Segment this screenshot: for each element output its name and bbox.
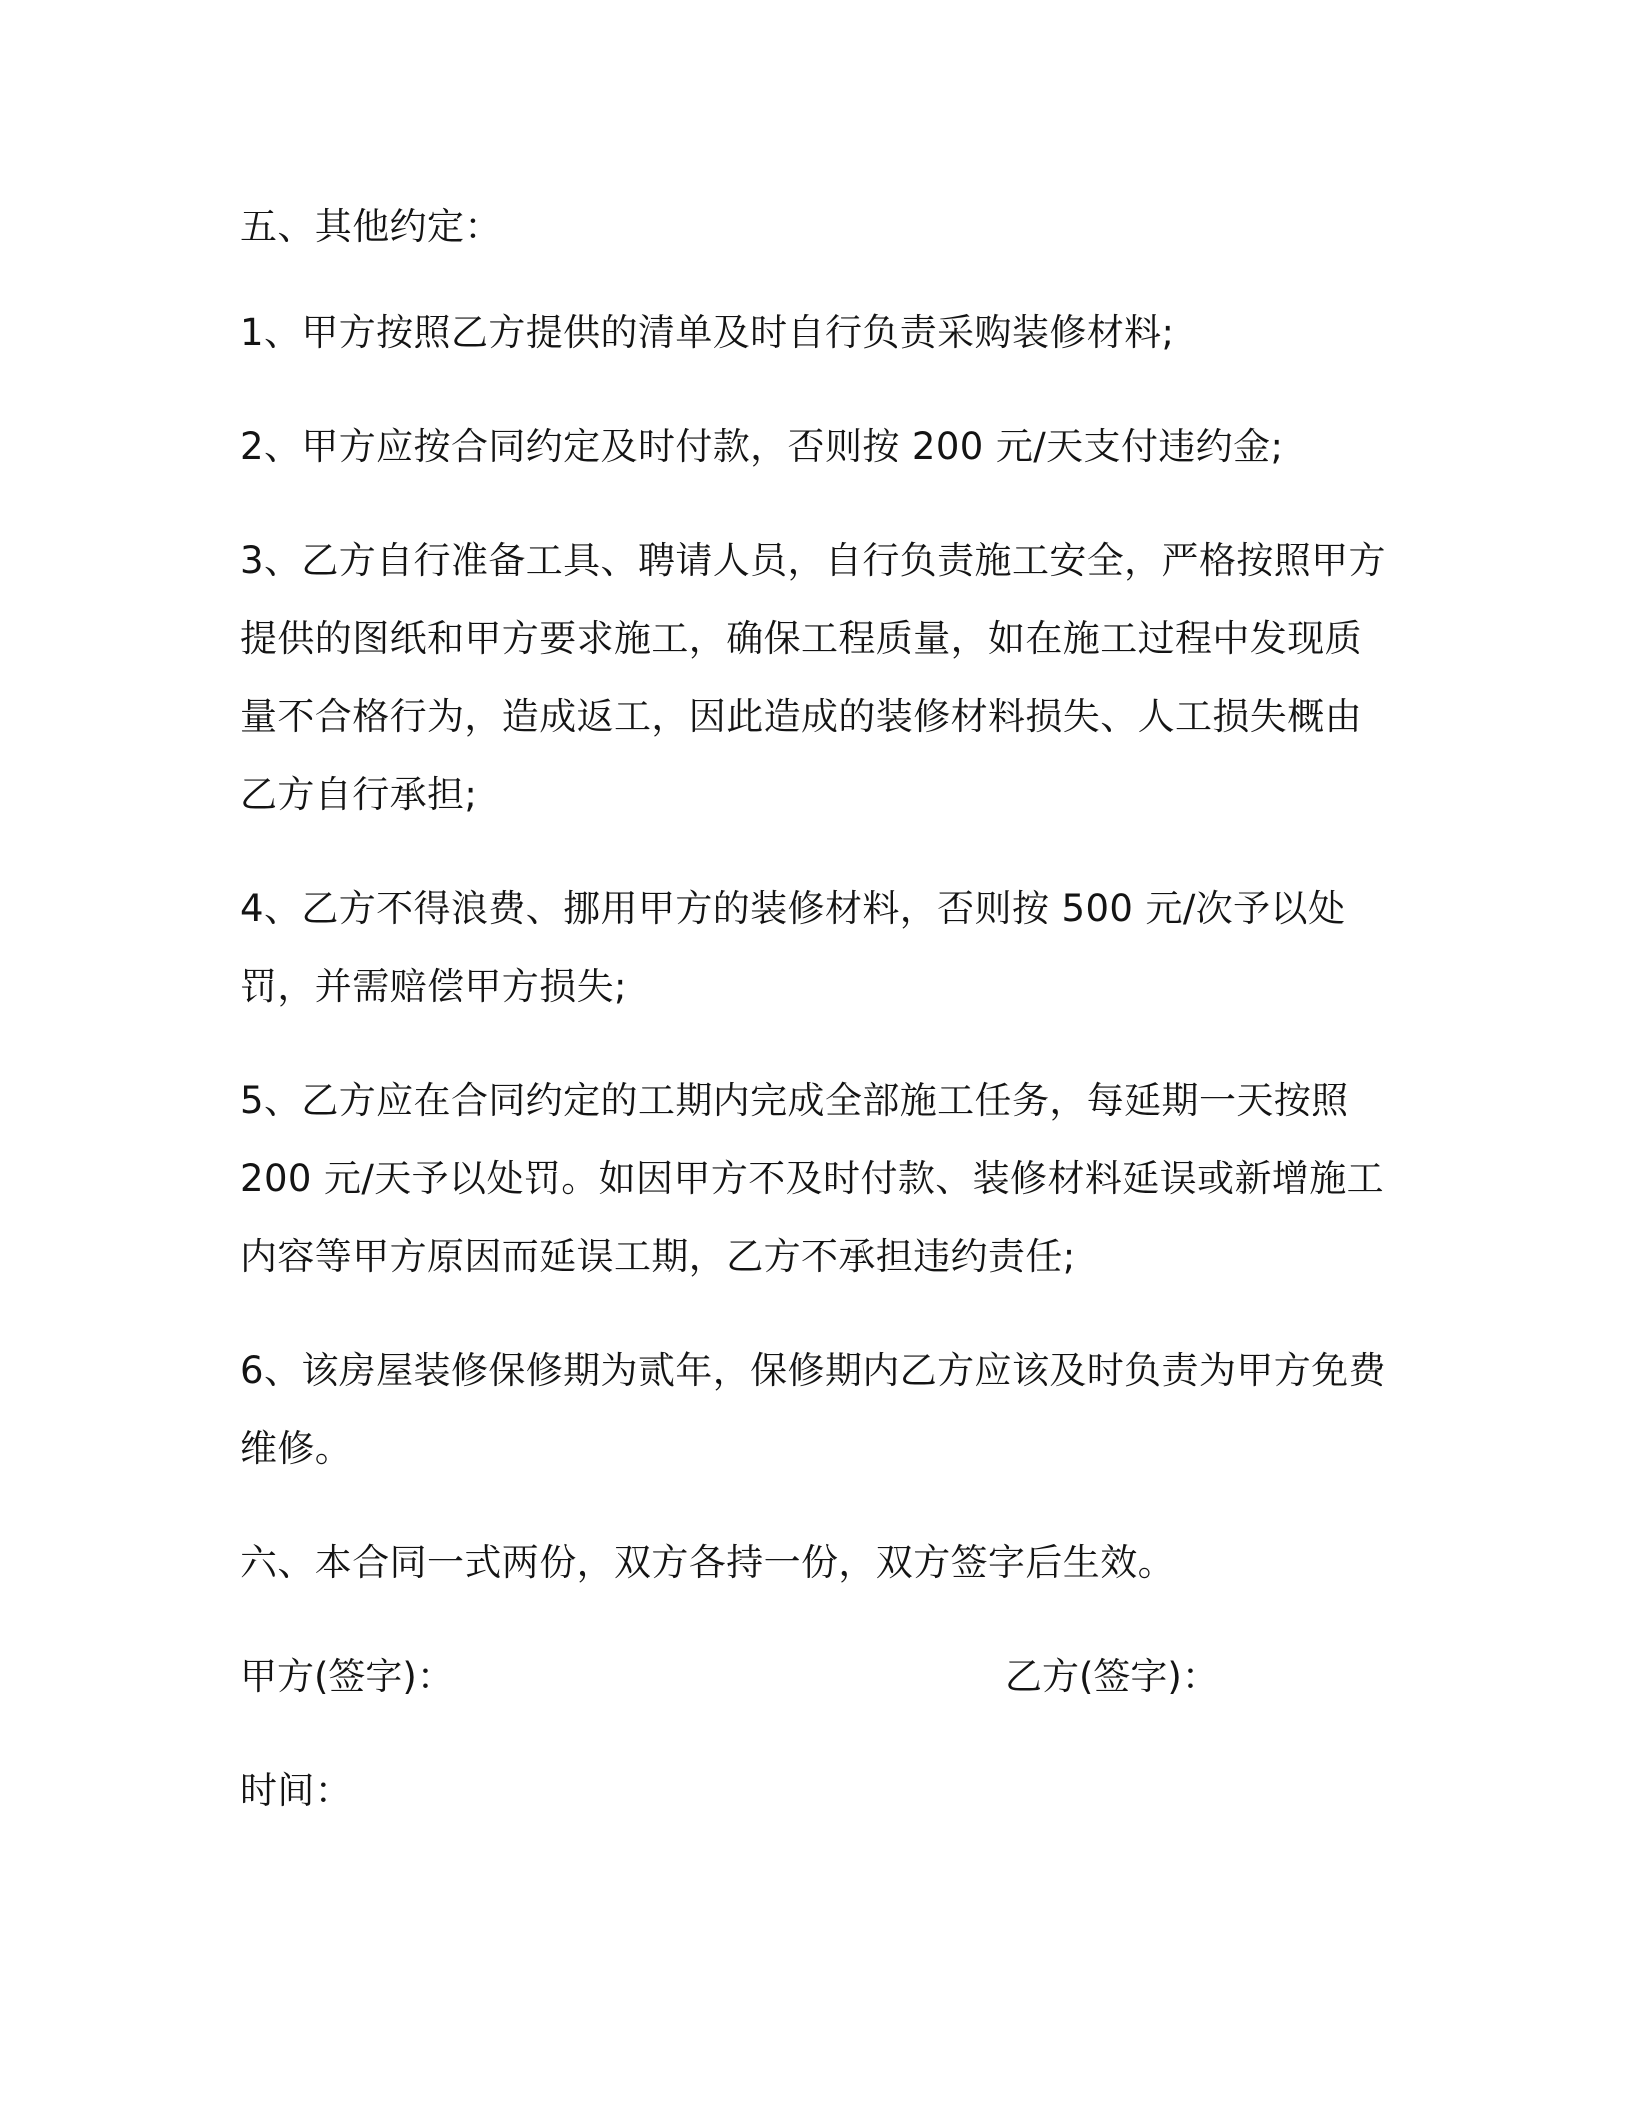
party-b-signature-label: 乙方(签字)：	[1005, 1655, 1219, 1698]
time-label: 时间：	[240, 1769, 353, 1812]
contract-body	[240, 188, 1390, 1866]
party-a-signature-label: 甲方(签字)：	[240, 1655, 454, 1698]
clause-5: 5、乙方应在合同约定的工期内完成全部施工任务，每延期一天按照 200 元/天予以处罚。如因甲方不及时付款、装修材料延误或新增施工内容等甲方原因而延误工期，乙方不承担违约责任;	[240, 1079, 1385, 1278]
clause-3: 3、乙方自行准备工具、聘请人员，自行负责施工安全，严格按照甲方提供的图纸和甲方要求施工，确保工程质量，如在施工过程中发现质量不合格行为，造成返工，因此造成的装修材料损失、人工损失概由乙方自行承担;	[240, 539, 1386, 816]
clause-6: 6、该房屋装修保修期为贰年，保修期内乙方应该及时负责为甲方免费维修。	[240, 1349, 1386, 1470]
clause-2: 2、甲方应按合同约定及时付款，否则按 200 元/天支付违约金;	[240, 425, 1284, 468]
section-5-heading: 五、其他约定：	[240, 205, 502, 248]
clause-1: 1、甲方按照乙方提供的清单及时自行负责采购装修材料;	[240, 311, 1175, 354]
clause-4: 4、乙方不得浪费、挪用甲方的装修材料，否则按 500 元/次予以处罚，并需赔偿甲方损失;	[240, 887, 1346, 1008]
section-6-text: 六、本合同一式两份，双方各持一份，双方签字后生效。	[240, 1541, 1175, 1584]
signature-row	[240, 1638, 1390, 1716]
